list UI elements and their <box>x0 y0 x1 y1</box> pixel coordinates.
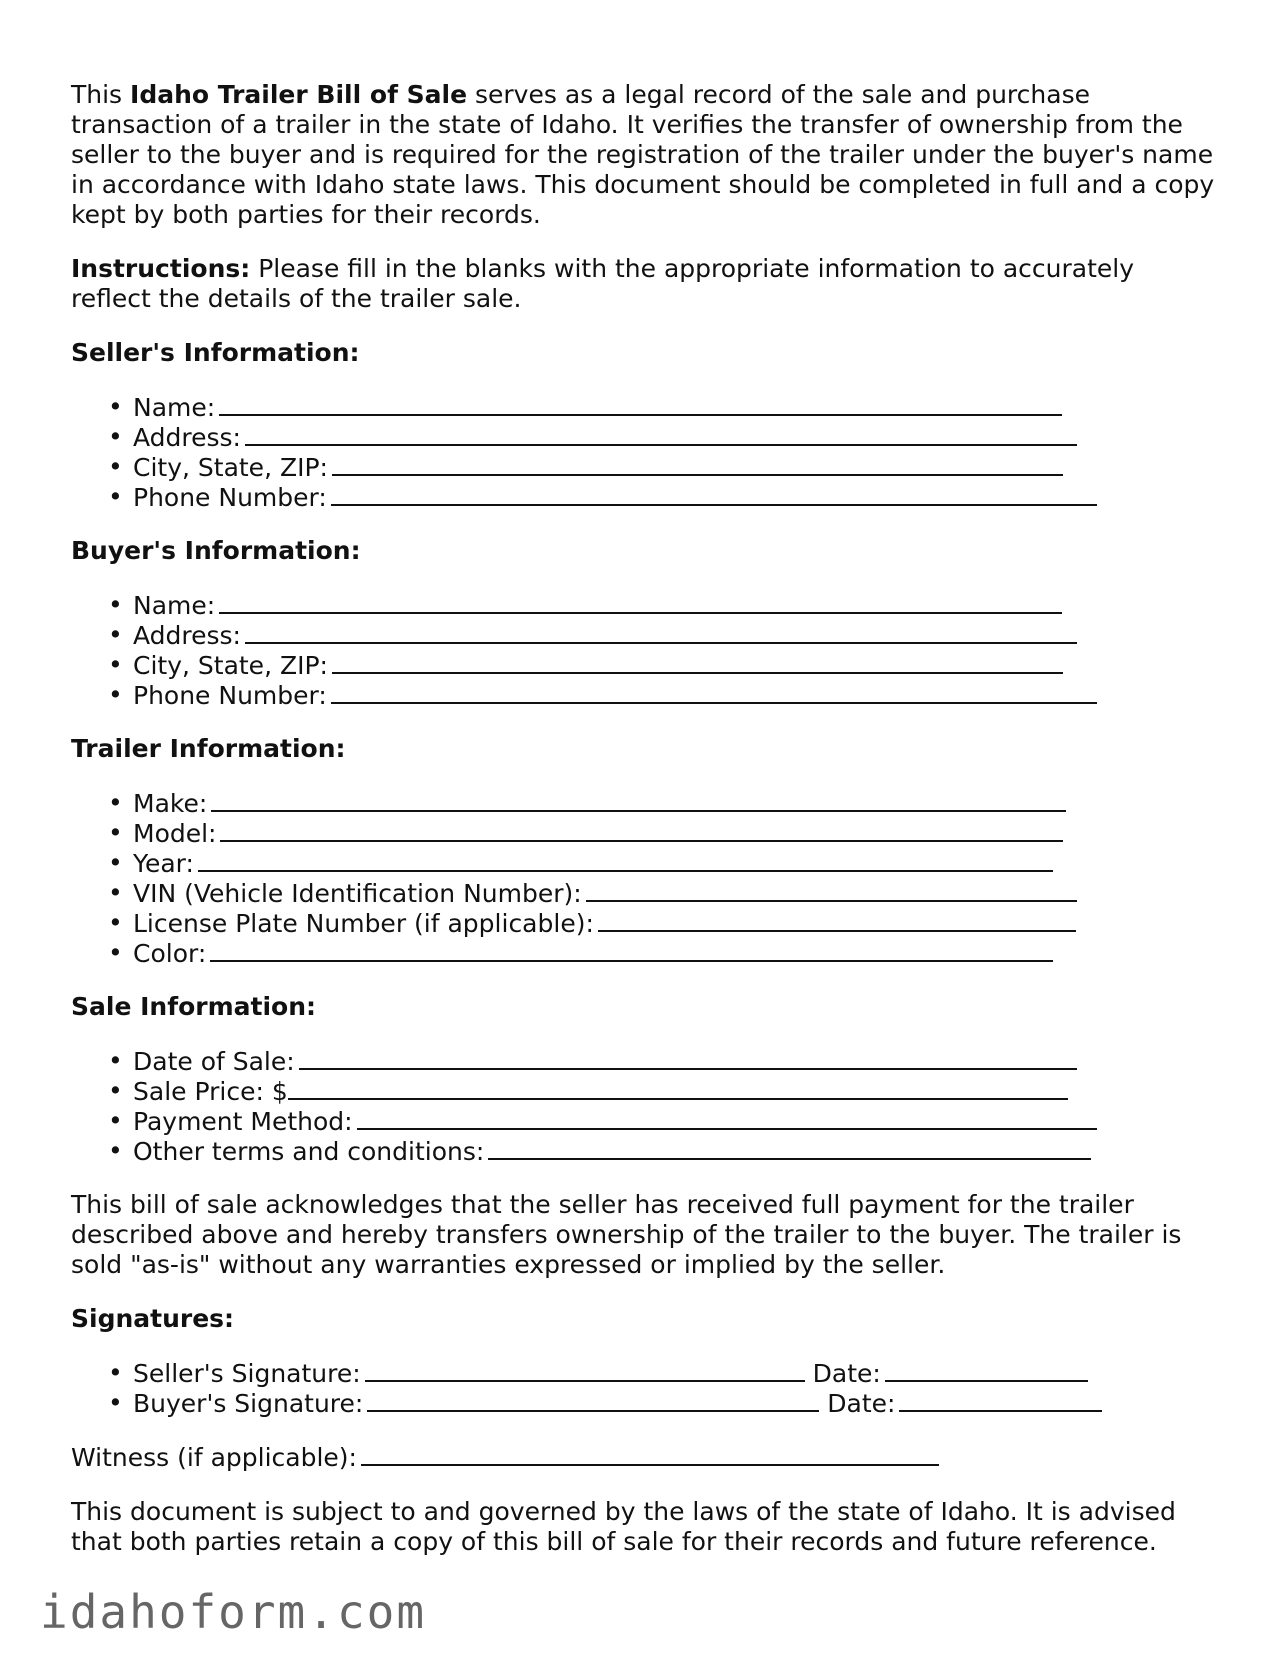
trailer-color-label: Color: <box>133 939 207 968</box>
sale-payment-label: Payment Method: <box>133 1107 353 1136</box>
seller-signature-field[interactable] <box>365 1358 805 1382</box>
trailer-heading: Trailer Information: <box>71 734 346 763</box>
signatures-heading: Signatures: <box>71 1304 235 1333</box>
trailer-color-field[interactable] <box>210 938 1053 962</box>
buyer-signature-field[interactable] <box>367 1388 819 1412</box>
buyer-fields <box>71 590 1221 710</box>
seller-address-field[interactable] <box>245 422 1077 446</box>
acknowledgement-paragraph: This bill of sale acknowledges that the seller has received full payment for the trailer described above and hereby transfers ownership of the trailer to the buyer. The trailer is sold "as-is" without any warranties expressed or implied by the seller. <box>71 1190 1182 1279</box>
seller-heading: Seller's Information: <box>71 338 360 367</box>
buyer-phone-item <box>71 680 1221 710</box>
signature-fields <box>71 1358 1221 1418</box>
trailer-fields <box>71 788 1221 968</box>
seller-phone-label: Phone Number: <box>133 483 327 512</box>
buyer-name-item <box>71 590 1221 620</box>
watermark-logo: idahoform.com <box>40 1585 427 1639</box>
buyer-phone-label: Phone Number: <box>133 681 327 710</box>
seller-signature-date-field[interactable] <box>885 1358 1088 1382</box>
trailer-make-label: Make: <box>133 789 208 818</box>
trailer-make-item <box>71 788 1221 818</box>
buyer-signature-date-field[interactable] <box>899 1388 1102 1412</box>
buyer-heading: Buyer's Information: <box>71 536 361 565</box>
buyer-address-field[interactable] <box>245 620 1077 644</box>
trailer-vin-label: VIN (Vehicle Identification Number): <box>133 879 582 908</box>
buyer-phone-field[interactable] <box>331 680 1097 704</box>
instructions-paragraph <box>71 254 1221 314</box>
buyer-city-item <box>71 650 1221 680</box>
trailer-model-field[interactable] <box>220 818 1063 842</box>
seller-phone-field[interactable] <box>331 482 1097 506</box>
seller-signature-label: Seller's Signature: <box>133 1359 361 1388</box>
seller-name-label: Name: <box>133 393 216 422</box>
buyer-city-label: City, State, ZIP: <box>133 651 328 680</box>
trailer-vin-item <box>71 878 1221 908</box>
sale-date-field[interactable] <box>299 1046 1077 1070</box>
seller-city-item <box>71 452 1221 482</box>
sale-payment-item <box>71 1106 1221 1136</box>
seller-signature-date-label: Date: <box>812 1359 881 1388</box>
document-body <box>71 80 1221 1581</box>
buyer-city-field[interactable] <box>332 650 1063 674</box>
intro-text: serves as a legal record of the sale and purchase transaction of a trailer in the state of Idaho. It verifies the transfer of ownership from the seller to the buyer and is required for the registration of the trailer under the buyer's name in accordance with Idaho state laws. This document should be completed in full and a copy kept by both parties for their records. <box>71 80 1215 229</box>
buyer-signature-label: Buyer's Signature: <box>133 1389 364 1418</box>
document-title: Idaho Trailer Bill of Sale <box>130 80 468 109</box>
seller-fields <box>71 392 1221 512</box>
trailer-vin-field[interactable] <box>586 878 1077 902</box>
buyer-address-item <box>71 620 1221 650</box>
sale-price-field[interactable] <box>288 1076 1068 1100</box>
sale-date-item <box>71 1046 1221 1076</box>
witness-line <box>71 1442 1221 1473</box>
sale-fields <box>71 1046 1221 1166</box>
trailer-make-field[interactable] <box>211 788 1066 812</box>
sale-date-label: Date of Sale: <box>133 1047 295 1076</box>
trailer-model-item <box>71 818 1221 848</box>
seller-name-field[interactable] <box>219 392 1062 416</box>
buyer-address-label: Address: <box>133 621 241 650</box>
trailer-color-item <box>71 938 1221 968</box>
sale-other-label: Other terms and conditions: <box>133 1137 485 1166</box>
seller-address-label: Address: <box>133 423 241 452</box>
trailer-year-label: Year: <box>133 849 194 878</box>
sale-other-item <box>71 1136 1221 1166</box>
sale-heading: Sale Information: <box>71 992 316 1021</box>
sale-price-label: Sale Price: $ <box>133 1077 288 1106</box>
instructions-label: Instructions: <box>71 254 251 283</box>
seller-phone-item <box>71 482 1221 512</box>
seller-city-label: City, State, ZIP: <box>133 453 328 482</box>
seller-name-item <box>71 392 1221 422</box>
buyer-signature-date-label: Date: <box>827 1389 896 1418</box>
buyer-signature-item <box>71 1388 1221 1418</box>
buyer-name-field[interactable] <box>219 590 1062 614</box>
witness-field[interactable] <box>361 1442 939 1466</box>
trailer-year-field[interactable] <box>198 848 1053 872</box>
seller-address-item <box>71 422 1221 452</box>
buyer-name-label: Name: <box>133 591 216 620</box>
witness-label: Witness (if applicable): <box>71 1443 357 1472</box>
sale-price-item <box>71 1076 1221 1106</box>
instructions-text: Please fill in the blanks with the appropriate information to accurately reflect the details of the trailer sale. <box>71 254 1135 313</box>
trailer-year-item <box>71 848 1221 878</box>
trailer-plate-label: License Plate Number (if applicable): <box>133 909 594 938</box>
intro-paragraph <box>71 80 1221 230</box>
sale-other-field[interactable] <box>488 1136 1091 1160</box>
closing-paragraph: This document is subject to and governed by the laws of the state of Idaho. It is advised that both parties retain a copy of this bill of sale for their records and future reference. <box>71 1497 1176 1556</box>
intro-lead: This <box>71 80 131 109</box>
sale-payment-field[interactable] <box>357 1106 1097 1130</box>
trailer-plate-field[interactable] <box>598 908 1076 932</box>
seller-city-field[interactable] <box>332 452 1063 476</box>
trailer-plate-item <box>71 908 1221 938</box>
trailer-model-label: Model: <box>133 819 217 848</box>
seller-signature-item <box>71 1358 1221 1388</box>
